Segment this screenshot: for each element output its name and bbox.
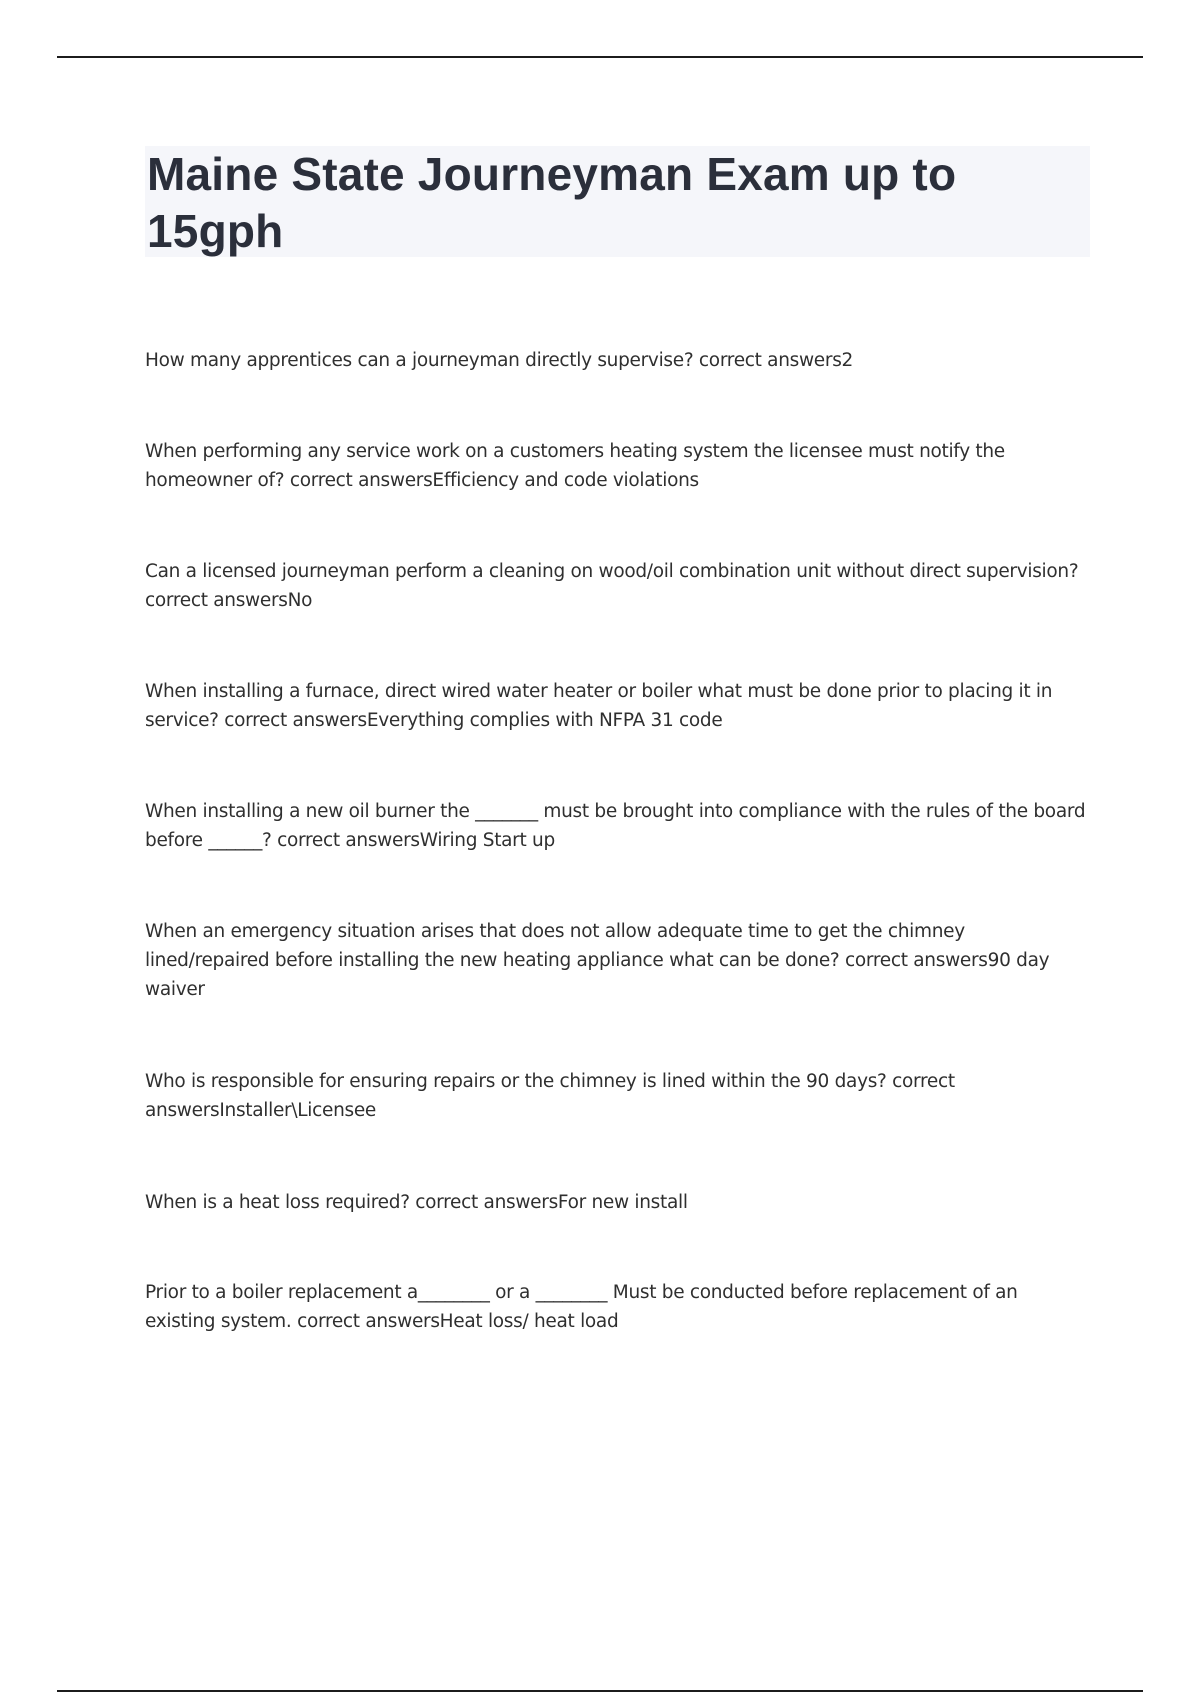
qa-item-9: Prior to a boiler replacement a________ or a ________ Must be conducted before replacement of an existing system. correct answersHeat loss/ heat load [145, 1282, 1018, 1332]
title-banner [145, 146, 1090, 257]
bottom-divider [57, 1690, 1143, 1692]
top-divider [57, 56, 1143, 58]
qa-item-3: Can a licensed journeyman perform a cleaning on wood/oil combination unit without direct supervision? correct answersNo [145, 561, 1079, 611]
qa-item-1: How many apprentices can a journeyman directly supervise? correct answers2 [145, 350, 854, 371]
qa-item-8: When is a heat loss required? correct answersFor new install [145, 1192, 688, 1213]
qa-item-2: When performing any service work on a customers heating system the licensee must notify the homeowner of? correct answersEfficiency and code violations [145, 441, 1005, 491]
document-title: Maine State Journeyman Exam up to 15gph [147, 148, 957, 257]
qa-item-4: When installing a furnace, direct wired water heater or boiler what must be done prior to placing it in service? correct answersEverything complies with NFPA 31 code [145, 681, 1053, 731]
qa-item-7: Who is responsible for ensuring repairs or the chimney is lined within the 90 days? correct answersInstaller\Licensee [145, 1071, 955, 1121]
qa-item-5: When installing a new oil burner the _______ must be brought into compliance with the rules of the board before ______? correct answersWiring Start up [145, 801, 1086, 851]
qa-item-6: When an emergency situation arises that does not allow adequate time to get the chimney lined/repaired before installing the new heating appliance what can be done? correct answers90 day waiver [145, 921, 1050, 1000]
